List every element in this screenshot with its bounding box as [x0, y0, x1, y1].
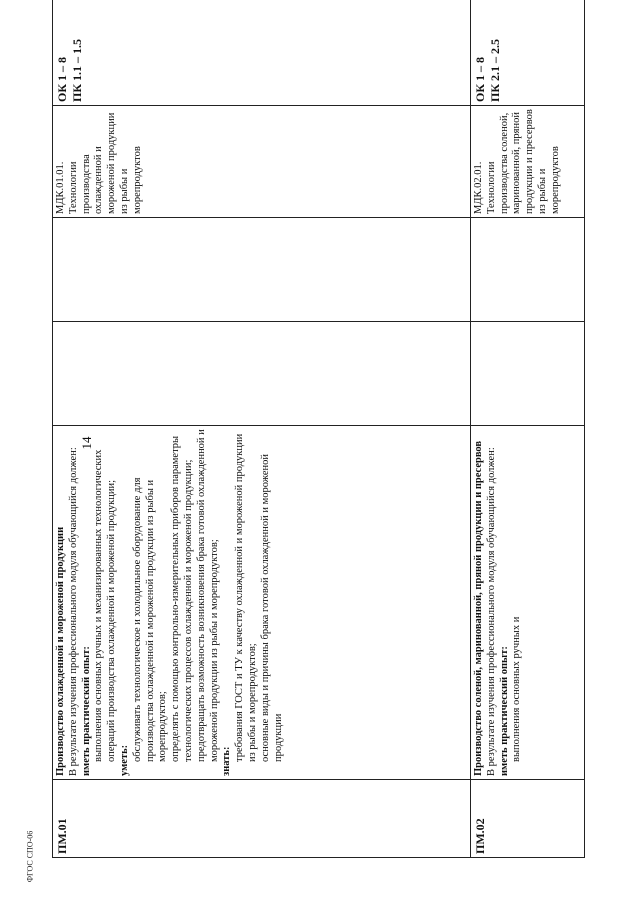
- table-row: [471, 0, 585, 858]
- module-intro: В результате изучения профессионального модуля обучающийся должен:: [485, 447, 497, 776]
- knowledge-text: основные виды и причины брака готовой охлажденной и мороженой продукции: [259, 454, 284, 762]
- module-description: [53, 426, 471, 780]
- module-title: Производство охлажденной и мороженой продукции: [55, 526, 66, 776]
- skills-label: уметь:: [118, 744, 130, 776]
- mdk-cell: МДК.02.01. Технологии производства соленой, маринованной, пряной продукции и пресервов из рыбы и морепродуктов: [471, 106, 585, 218]
- page-number: 14: [79, 436, 94, 450]
- practice-label: иметь практический опыт:: [498, 646, 510, 776]
- mdk-cell: МДК.01.01. Технологии производства охлажденной и мороженой продукции из рыбы и морепродуктов: [53, 106, 471, 218]
- knowledge-label: знать:: [221, 746, 233, 776]
- module-code: ПМ.01: [53, 780, 471, 858]
- curriculum-table: [52, 0, 585, 858]
- practice-text: выполнения основных ручных и механизированных технологических операций производства охлажденной и мороженой продукции;: [93, 449, 118, 762]
- module-intro: В результате изучения профессионального модуля обучающийся должен:: [67, 447, 79, 776]
- module-description: [471, 426, 585, 780]
- hours-cell: [471, 322, 585, 426]
- knowledge-text: требования ГОСТ и ТУ к качеству охлажденной и мороженой продукции из рыбы и морепродуктов;: [234, 433, 258, 762]
- hours-cell: [53, 322, 471, 426]
- practice-label: иметь практический опыт:: [80, 646, 92, 776]
- module-code: ПМ.02: [471, 780, 585, 858]
- competencies-cell: ОК 1 – 8 ПК 2.1 – 2.5: [471, 0, 585, 106]
- skills-text: определять с помощью контрольно-измерительных приборов параметры технологических процессов охлажденной и мороженой продукции;: [170, 435, 194, 762]
- module-title: Производство соленой, маринованной, пряной продукции и пресервов: [473, 440, 484, 776]
- skills-text: обслуживать технологическое и холодильное оборудование для производства охлажденной и мороженой продукции из рыбы и морепродуктов;: [131, 477, 169, 762]
- table-row: [53, 0, 471, 858]
- hours-cell: [53, 218, 471, 322]
- footer-label: ФГОС СПО-06: [25, 830, 35, 882]
- hours-cell: [471, 218, 585, 322]
- competencies-cell: ОК 1 – 8 ПК 1.1 – 1.5: [53, 0, 471, 106]
- rotated-table-container: [52, 0, 584, 858]
- practice-text: выполнения основных ручных и: [511, 616, 523, 762]
- skills-text: предотвращать возможность возникновения брака готовой охлажденной и мороженой продукции из рыбы и морепродуктов;: [195, 429, 220, 762]
